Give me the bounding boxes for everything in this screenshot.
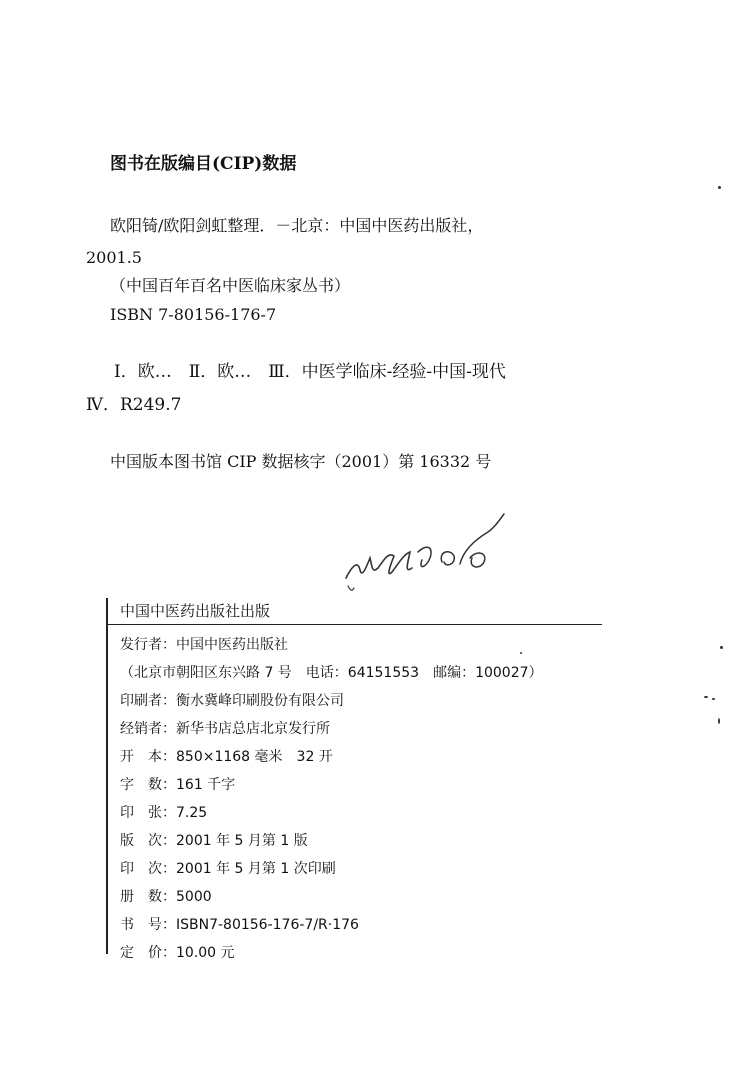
cip-author-line: 欧阳锜/欧阳剑虹整理．－北京：中国中医药出版社， [110, 216, 484, 235]
cip-class-number-line: Ⅳ．R249.7 [86, 395, 182, 415]
imprint-row-seller: 经销者：新华书店总店北京发行所 [120, 721, 330, 737]
scan-speck [718, 718, 720, 724]
cip-verification-line: 中国版本图书馆 CIP 数据核字（2001）第 16332 号 [110, 452, 492, 471]
cip-isbn-line: ISBN 7-80156-176-7 [110, 305, 277, 324]
scan-speck [704, 696, 708, 698]
imprint-panel [106, 598, 602, 961]
scan-speck [720, 646, 723, 649]
cip-title: 图书在版编目(CIP)数据 [110, 154, 297, 174]
cip-date-line: 2001.5 [86, 248, 142, 267]
publisher-heading: 中国中医药出版社出版 [120, 602, 271, 620]
imprint-row-format: 开 本：850×1168 毫米 32 开 [120, 749, 333, 765]
scan-speck [712, 698, 715, 700]
scan-speck [718, 186, 721, 189]
imprint-row-price: 定 价：10.00 元 [120, 945, 235, 961]
cip-series-line: （中国百年百名中医临床家丛书） [110, 276, 351, 295]
imprint-row-edition: 版 次：2001 年 5 月第 1 版 [120, 833, 308, 849]
imprint-divider [108, 624, 602, 625]
cip-classification-line: Ⅰ．欧… Ⅱ．欧… Ⅲ．中医学临床-经验-中国-现代 [114, 362, 506, 382]
imprint-row-copies: 册 数：5000 [120, 889, 212, 905]
imprint-row-book-number: 书 号：ISBN7-80156-176-7/R·176 [120, 917, 359, 933]
imprint-row-word-count: 字 数：161 千字 [120, 777, 236, 793]
imprint-row-printing: 印 次：2001 年 5 月第 1 次印刷 [120, 861, 336, 877]
imprint-row-sheets: 印 张：7.25 [120, 805, 208, 821]
scan-speck [520, 652, 522, 654]
imprint-row-address: （北京市朝阳区东兴路 7 号 电话：64151553 邮编：100027） [120, 665, 543, 681]
imprint-row-printer: 印刷者：衡水冀峰印刷股份有限公司 [120, 693, 344, 709]
handwritten-signature-icon [338, 508, 518, 594]
imprint-row-distributor: 发行者：中国中医药出版社 [120, 637, 288, 653]
